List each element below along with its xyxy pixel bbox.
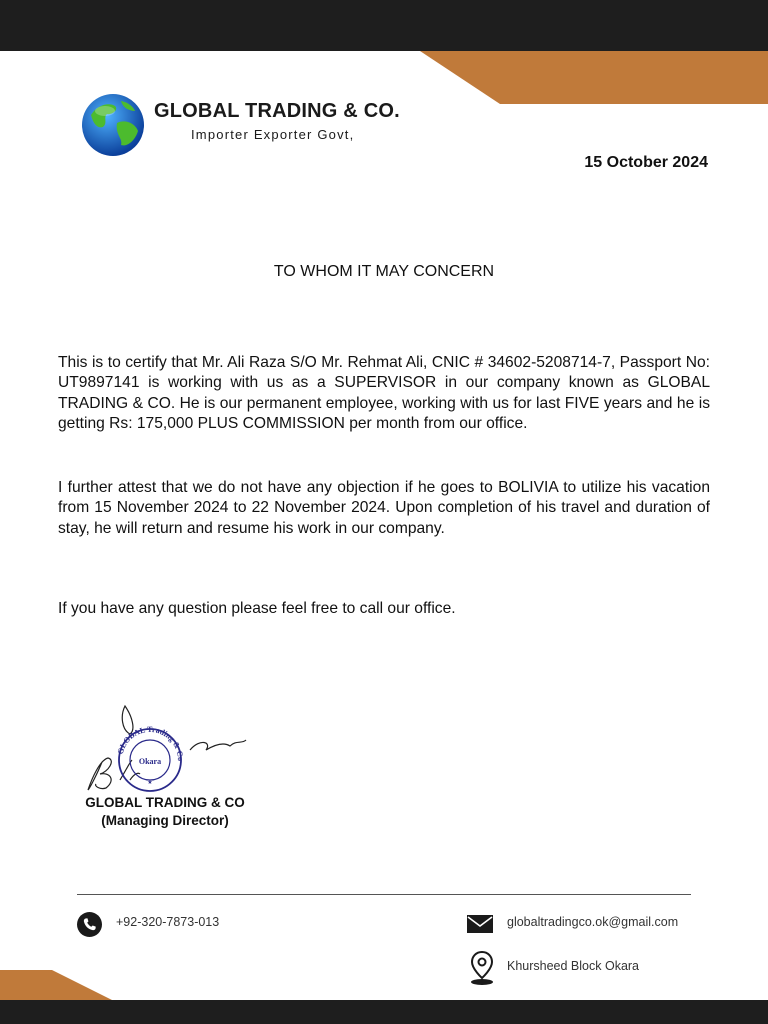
company-name: GLOBAL TRADING & CO. xyxy=(154,100,400,122)
phone-icon xyxy=(77,912,102,937)
mail-icon xyxy=(466,914,494,934)
signatory-company: GLOBAL TRADING & CO xyxy=(85,795,245,810)
footer-email: globaltradingco.ok@gmail.com xyxy=(507,915,679,929)
handwritten-signature xyxy=(88,706,246,790)
bottom-dark-bar xyxy=(0,1000,768,1024)
letter-date: 15 October 2024 xyxy=(584,154,708,171)
globe-logo-icon xyxy=(81,93,145,157)
location-pin-icon xyxy=(468,950,496,986)
letter-subject: TO WHOM IT MAY CONCERN xyxy=(273,263,495,280)
letter-paragraph-3: If you have any question please feel free to call our office. xyxy=(58,600,456,617)
footer-divider xyxy=(77,894,691,895)
letter-paragraph-2: I further attest that we do not have any objection if he goes to BOLIVIA to utilize his vacation from 15 November 2024 to 22 November 2024. Upon completion of his travel and duration of stay, he will return and resume his work in our company. xyxy=(58,479,710,537)
svg-text:Okara: Okara xyxy=(138,757,162,766)
svg-text:★: ★ xyxy=(147,780,153,786)
footer-address: Khursheed Block Okara xyxy=(507,959,640,973)
letter-paragraph-1: This is to certify that Mr. Ali Raza S/O Mr. Rehmat Ali, CNIC # 34602-5208714-7, Passport No: UT9897141 is working with us as a SUPERVISOR in our company known as GLOBAL TRADING & CO. He is our permanent employee, working with us for last FIVE years and he is getting Rs: 175,000 PLUS COMMISSION per month from our office. xyxy=(58,354,710,432)
footer-phone: +92-320-7873-013 xyxy=(116,915,220,929)
signatory-role: (Managing Director) xyxy=(101,813,229,828)
company-tagline: Importer Exporter Govt, xyxy=(191,127,355,142)
svg-text:GLOBAL Trading & Co.: GLOBAL Trading & Co xyxy=(115,724,186,762)
signature-and-stamp xyxy=(80,700,260,800)
